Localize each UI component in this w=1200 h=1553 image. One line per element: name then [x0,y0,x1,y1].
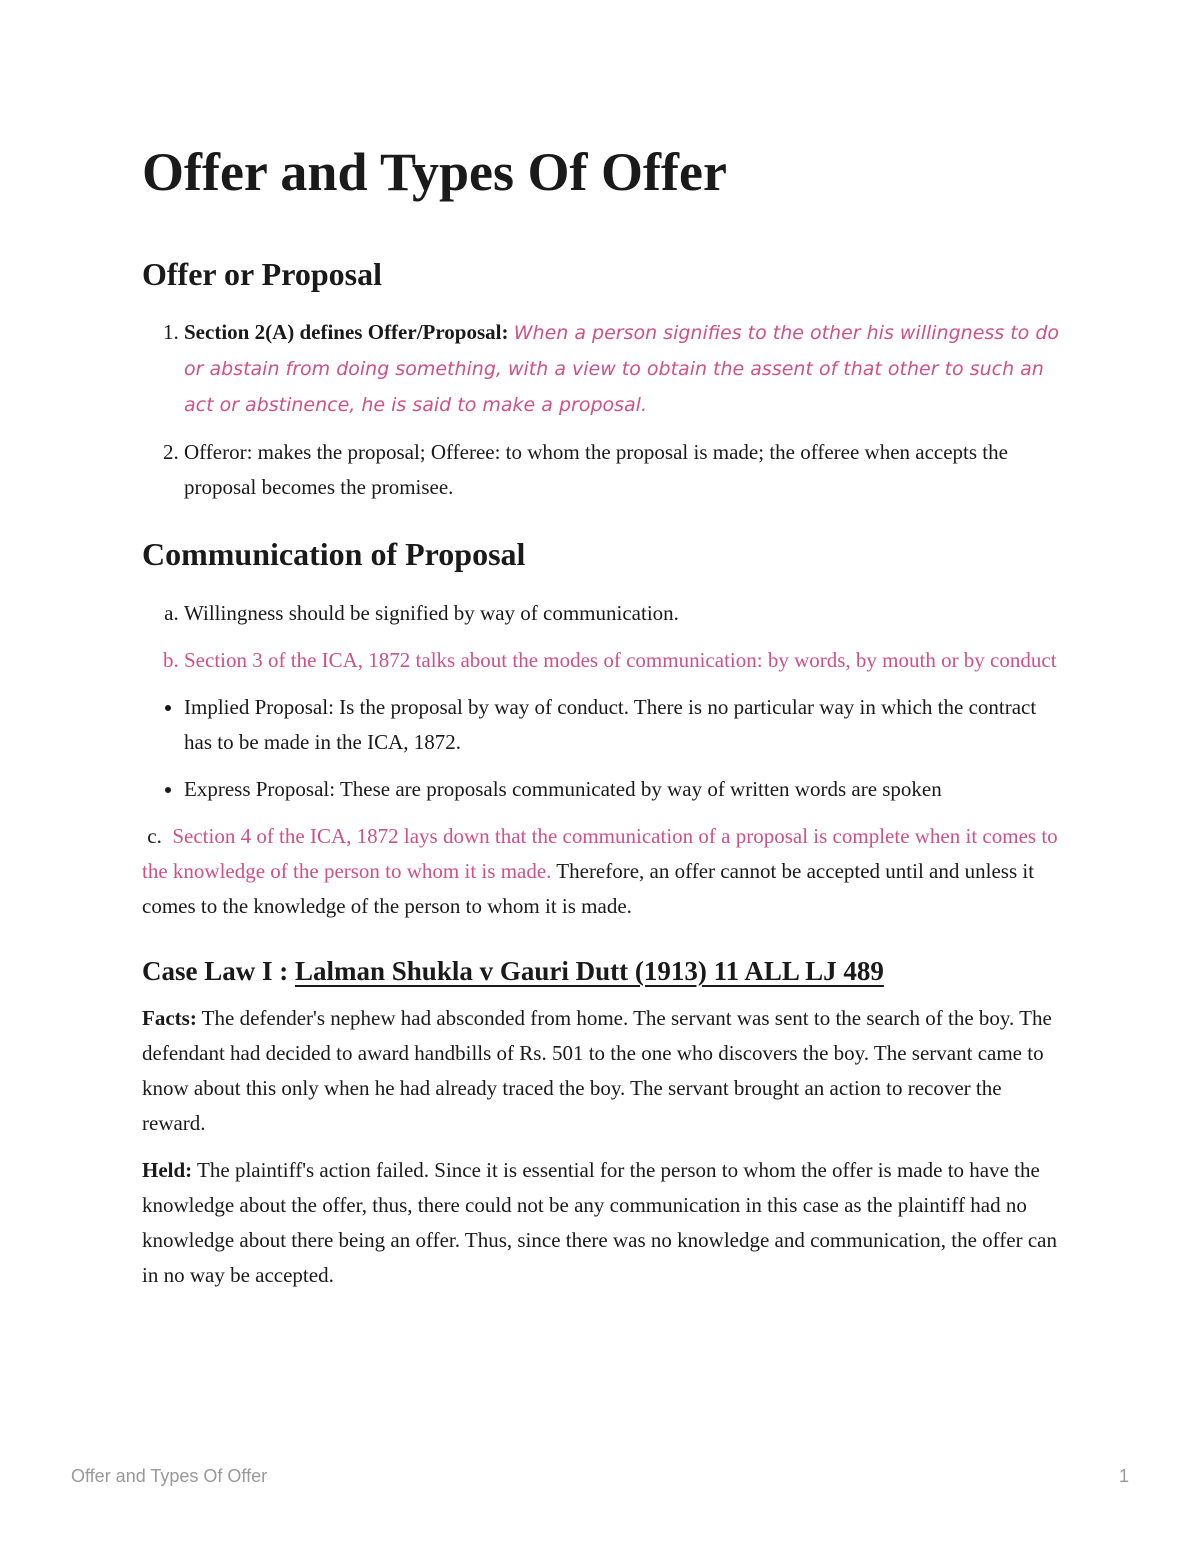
facts-paragraph: Facts: The defender's nephew had absconded from home. The servant was sent to the search of the boy. The defendant had decided to award handbills of Rs. 501 to the one who discovers the boy. The servant came to know about this only when he had already traced the boy. The servant brought an action to recover the reward. [142,1005,1052,1135]
list-item: • Implied Proposal: Is the proposal by way of conduct. There is no particular way in which the contract has to be made in the ICA, 1872. [184,690,1062,760]
offer-list [142,315,1062,505]
heading-communication: Communication of Proposal [142,536,526,573]
list-item: b. Section 3 of the ICA, 1872 talks about the modes of communication: by words, by mouth or by conduct [184,643,1062,678]
list-item: • Express Proposal: These are proposals communicated by way of written words are spoken [184,772,1062,807]
held-paragraph: Held: The plaintiff's action failed. Since it is essential for the person to whom the offer is made to have the knowledge about the offer, thus, there could not be any communication in this case as the plaintiff had no knowledge about there being an offer. Thus, since there was no knowledge and communication, the offer can in no way be accepted. [142,1157,1057,1287]
page-number: 1 [1118,1466,1129,1486]
list-item: 2. Offeror: makes the proposal; Offeree: to whom the proposal is made; the offeree when accepts the proposal becomes the promisee. [184,435,1062,505]
item-c-paragraph: c. Section 4 of the ICA, 1872 lays down that the communication of a proposal is complete when it comes to the knowledge of the person to whom it is made. Therefore, an offer cannot be accepted until and unless it comes to the knowledge of the person to whom it is made. [142,823,1058,918]
case-law-heading: Case Law I : Lalman Shukla v Gauri Dutt (1913) 11 ALL LJ 489 [142,955,884,986]
case-name: Lalman Shukla v Gauri Dutt (1913) 11 ALL LJ 489 [295,955,884,986]
list-item: a. Willingness should be signified by way of communication. [184,596,1062,631]
bold-label: Section 2(A) defines Offer/Proposal: [184,320,509,345]
page-footer [71,1466,1129,1487]
communication-list [142,596,1062,678]
heading-offer-or-proposal: Offer or Proposal [142,255,382,292]
list-item [184,315,1062,423]
proposal-types-list [142,690,1062,807]
document-page [142,140,1062,1305]
section-4-text: Section 4 of the ICA, 1872 lays down that the communication of a proposal is complete when it comes to the knowledge of the person to whom it is made. [142,823,1058,883]
definition-text: When a person signifies to the other his willingness to do or abstain from doing something, with a view to obtain the assent of that other to such an act or abstinence, he is said to make a proposal. [184,322,1060,417]
document-title: Offer and Types Of Offer [142,142,727,202]
footer-title: Offer and Types Of Offer [71,1466,268,1486]
